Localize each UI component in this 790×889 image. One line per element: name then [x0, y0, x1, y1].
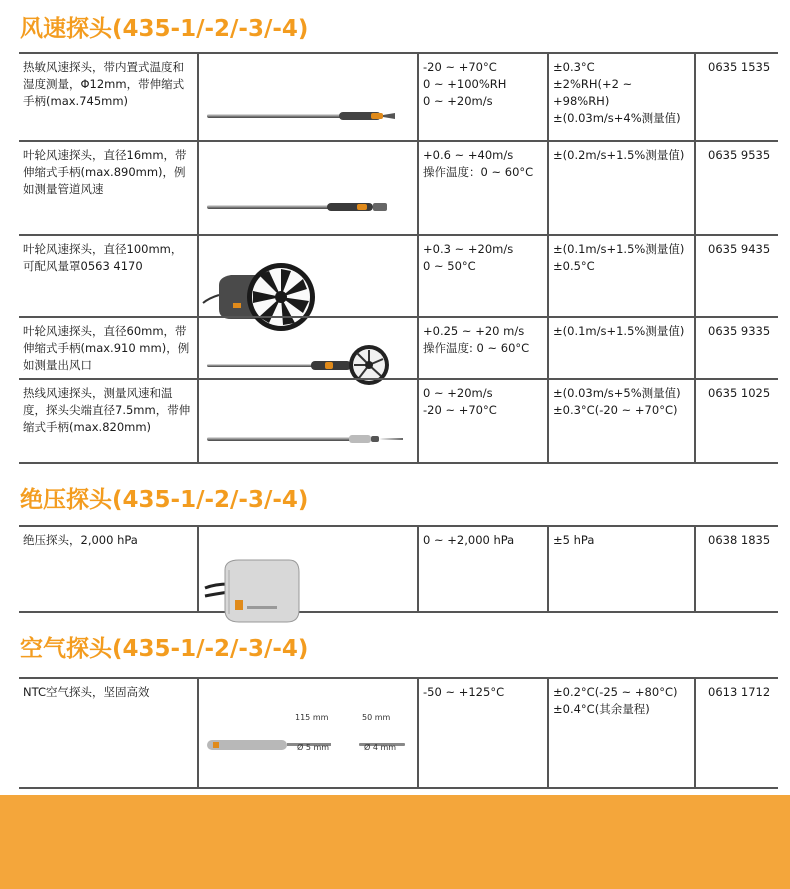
- measuring-range: 0 ~ +2,000 hPa: [419, 527, 549, 611]
- air-probe-table: [19, 677, 778, 789]
- vane-probe-60mm-image: [197, 318, 419, 378]
- measuring-range: -50 ~ +125°C: [419, 679, 549, 787]
- article-number: 0635 9335: [708, 324, 771, 338]
- hot-wire-probe-image: [197, 380, 419, 462]
- dimension-diameter-1: Ø 5 mm: [297, 743, 330, 752]
- measuring-range: -20 ~ +70°C 0 ~ +100%RH 0 ~ +20m/s: [419, 54, 549, 140]
- probe-description: 绝压探头，2,000 hPa: [23, 533, 138, 547]
- table-row: [19, 54, 778, 140]
- article-number: 0635 1025: [708, 386, 771, 400]
- measuring-range: +0.6 ~ +40m/s 操作温度：0 ~ 60°C: [419, 142, 549, 234]
- probe-description: 叶轮风速探头，直径100mm，可配风量罩0563 4170: [23, 242, 183, 273]
- vane-probe-100mm-image: [197, 236, 419, 316]
- probe-description: NTC空气探头，坚固高效: [23, 685, 150, 699]
- accuracy: ±(0.1m/s+1.5%测量值): [549, 318, 696, 378]
- probe-description: 热敏风速探头，带内置式温度和湿度测量，Φ12mm，带伸缩式手柄(max.745mm): [23, 60, 185, 108]
- section-title-airspeed: 风速探头(435-1/-2/-3/-4): [20, 16, 309, 42]
- probe-description: 叶轮风速探头，直径16mm，带伸缩式手柄(max.890mm)，例如测量管道风速: [23, 148, 187, 196]
- probe-description: 叶轮风速探头，直径60mm，带伸缩式手柄(max.910 mm)，例如测量出风口: [23, 324, 190, 372]
- dimension-length-2: 50 mm: [362, 713, 391, 722]
- accuracy: ±0.3°C ±2%RH(+2 ~ +98%RH) ±(0.03m/s+4%测量值): [549, 54, 696, 140]
- article-number: 0635 9535: [708, 148, 771, 162]
- accuracy: ±(0.03m/s+5%测量值) ±0.3°C(-20 ~ +70°C): [549, 380, 696, 462]
- section-title-absolute-pressure: 绝压探头(435-1/-2/-3/-4): [20, 487, 309, 513]
- table-row: [19, 316, 778, 378]
- article-number: 0613 1712: [708, 685, 771, 699]
- measuring-range: +0.25 ~ +20 m/s 操作温度: 0 ~ 60°C: [419, 318, 549, 378]
- dimension-length-1: 115 mm: [295, 713, 329, 722]
- dimension-diameter-2: Ø 4 mm: [364, 743, 397, 752]
- table-row: [19, 679, 778, 787]
- article-number: 0635 1535: [708, 60, 771, 74]
- vane-probe-16mm-image: [197, 142, 419, 234]
- hot-bulb-probe-image: [197, 54, 419, 140]
- table-row: [19, 378, 778, 462]
- article-number: 0638 1835: [708, 533, 771, 547]
- article-number: 0635 9435: [708, 242, 771, 256]
- absolute-pressure-probe-table: [19, 525, 778, 613]
- section-title-air-probe: 空气探头(435-1/-2/-3/-4): [20, 636, 309, 662]
- table-row: [19, 234, 778, 316]
- ntc-air-probe-image: [197, 679, 419, 787]
- accuracy: ±(0.2m/s+1.5%测量值): [549, 142, 696, 234]
- airspeed-probe-table: [19, 52, 778, 464]
- probe-description: 热线风速探头，测量风速和温度，探头尖端直径7.5mm，带伸缩式手柄(max.820mm): [23, 386, 191, 434]
- accuracy: ±(0.1m/s+1.5%测量值) ±0.5°C: [549, 236, 696, 316]
- accuracy: ±5 hPa: [549, 527, 696, 611]
- measuring-range: +0.3 ~ +20m/s 0 ~ 50°C: [419, 236, 549, 316]
- accuracy: ±0.2°C(-25 ~ +80°C) ±0.4°C(其余量程): [549, 679, 696, 787]
- measuring-range: 0 ~ +20m/s -20 ~ +70°C: [419, 380, 549, 462]
- table-row: [19, 140, 778, 234]
- table-row: [19, 527, 778, 611]
- absolute-pressure-probe-image: [197, 527, 419, 611]
